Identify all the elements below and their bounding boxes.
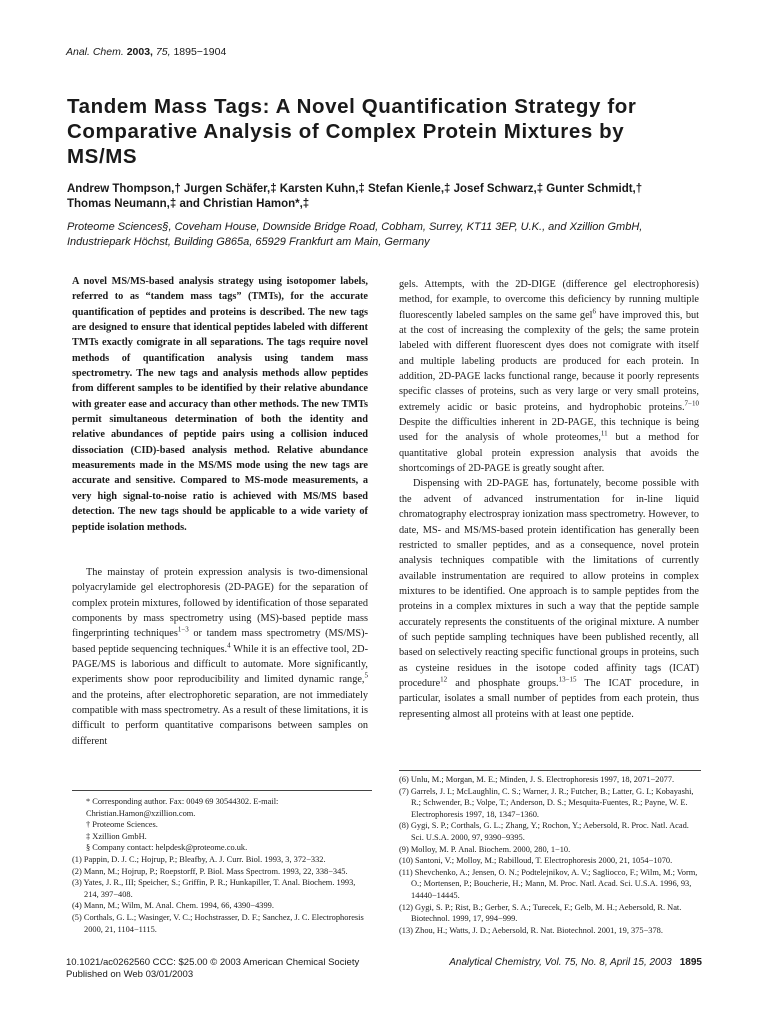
intro-paragraph-3 <box>399 476 699 722</box>
text-run: The ICAT procedure, in particular, isolates a small number of peptides from each protein, thus representing almost all proteins with at least one peptide. <box>399 677 699 720</box>
corresponding-author-note: * Corresponding author. Fax: 0049 69 30544302. E-mail: Christian.Hamon@xzillion.com. <box>86 797 279 818</box>
page-number: 1895 <box>679 957 702 968</box>
citation: 7−10 <box>684 399 699 408</box>
text-run: The mainstay of protein expression analysis is two-dimensional polyacrylamide gel electrophoresis (2D-PAGE) for the separation of complex protein mixtures, followed by identification of those separated components by mass spectrometry using (MS)-based peptide mass fingerprinting techniques <box>72 566 368 640</box>
doi-line: 10.1021/ac0262560 CCC: $25.00 © 2003 American Chemical Society <box>66 957 360 968</box>
journal-name: Anal. Chem. <box>66 46 124 58</box>
citation: 4 <box>227 641 231 650</box>
reference-item: (11) Shevchenko, A.; Jensen, O. N.; Podtelejnikov, A. V.; Sagliocco, F.; Wilm, M.; Vorm, O.; Mortensen, P.; Boucherie, H.; Mann, M. Proc. Natl. Acad. Sci. U.S.A. 1996, 93, 14440−14445. <box>399 867 698 900</box>
footer-publication-info <box>66 957 359 980</box>
citation: 13−15 <box>558 675 577 684</box>
reference-item: (4) Mann, M.; Wilm, M. Anal. Chem. 1994, 66, 4390−4399. <box>72 901 274 911</box>
reference-item: (10) Santoni, V.; Molloy, M.; Rabilloud, T. Electrophoresis 2000, 21, 1054−1070. <box>399 856 673 866</box>
right-references <box>399 770 701 936</box>
journal-volume: 75, <box>155 46 171 58</box>
text-run: and phosphate groups. <box>447 677 559 689</box>
intro-paragraph-1 <box>72 565 368 749</box>
citation: 5 <box>364 671 368 680</box>
reference-item: (12) Gygi, S. P.; Rist, B.; Gerber, S. A.; Turecek, F.; Gelb, M. H.; Aebersold, R. Nat. Biotechnol. 1999, 17, 994−999. <box>399 902 682 924</box>
text-run: have improved this, but at the cost of increasing the complexity of the gels; the same protein labeled with different fluorescent dyes does not comigrate with itself and multiple labeling products are produced for each protein. In addition, 2D-PAGE lacks functional range, because it poorly represents specific classes of proteins, such as very large or very small proteins, extremely acidic or basic proteins, and hydrophobic proteins. <box>399 309 699 413</box>
published-date: Published on Web 03/01/2003 <box>66 968 194 980</box>
reference-item: (5) Corthals, G. L.; Wasinger, V. C.; Hochstrasser, D. F.; Sanchez, J. C. Electrophoresis 2000, 21, 1104−1115. <box>72 912 364 934</box>
reference-item: (1) Pappin, D. J. C.; Hojrup, P.; Bleafby, A. J. Curr. Biol. 1993, 3, 372−332. <box>72 854 326 864</box>
reference-item: (7) Garrels, J. I.; McLaughlin, C. S.; Warner, J. R.; Futcher, B.; Latter, G. I.; Kobayashi, R.; Schwender, B.; Volpe, T.; Anderson, D. S.; Mesquita-Fuentes, R.; Payne, W. E. Electrophoresis 1997, 18, 1347−1360. <box>399 786 694 819</box>
reference-item: (9) Molloy, M. P. Anal. Biochem. 2000, 280, 1−10. <box>399 844 571 854</box>
right-column <box>399 277 699 722</box>
article-title: Tandem Mass Tags: A Novel Quantification Strategy for Comparative Analysis of Complex Protein Mixtures by MS/MS <box>67 95 637 168</box>
citation: 12 <box>440 675 448 684</box>
abstract-text: A novel MS/MS-based analysis strategy using isotopomer labels, referred to as “tandem mass tags” (TMTs), for the accurate quantification of peptides and proteins is described. The new tags are designed to ensure that identical peptides labeled with different TMTs exactly comigrate in all separations. The tags require novel methods of quantification analysis using tandem mass spectrometry. The new tags and analysis methods allow peptides from different samples to be identified by their relative abundance with greater ease and accuracy than other methods. The new TMTs permit simultaneous determination of both the identity and relative abundances of peptide pairs using a collision induced dissociation (CID)-based analysis method. Relative abundance measurements made in the MS/MS mode using the new tags are accurate and sensitive. Compared to MS-mode measurements, a very high signal-to-noise ratio is achieved with MS/MS based detection. The new tags should be applicable to a wide variety of peptide isolation methods. <box>72 276 368 533</box>
text-run: and the proteins, after electrophoretic separation, are not immediately compatible with mass spectrometry. As a result of these limitations, it is difficult to perform quantitative comparisons between samples on different <box>72 689 368 747</box>
journal-year: 2003, <box>126 46 153 58</box>
text-run: or tandem mass spectrometry (MS/MS)-based peptide sequencing techniques. <box>72 628 368 655</box>
text-run: but a method for quantitative global protein expression analysis that avoids the shortcomings of 2D-PAGE is greatly sought after. <box>399 432 699 475</box>
reference-item: (8) Gygi, S. P.; Corthals, G. L.; Zhang, Y.; Rochon, Y.; Aebersold, R. Proc. Natl. Acad. Sci. U.S.A. 2000, 97, 9390−9395. <box>399 821 689 842</box>
left-column <box>72 274 368 749</box>
citation: 1−3 <box>177 625 189 634</box>
text-run: gels. Attempts, with the 2D-DIGE (difference gel electrophoresis) method, for example, to overcome this deficiency by running multiple fluorescently labeled samples on the same gel <box>399 279 699 321</box>
left-footnotes <box>72 790 372 935</box>
affiliation-note-ddagger: ‡ Xzillion GmbH. <box>86 831 147 841</box>
text-run: Dispensing with 2D-PAGE has, fortunately, become possible with the advent of advanced instrumentation for in-line liquid chromatography electrospray ionization mass spectrometry. However, to date, MS- and MS/MS-based protein identification has generally been restricted to smaller peptides, and as a consequence, novel protein analysis techniques compatible with the limitations of currently available instrumentation are required to allow proteins in complex mixtures to be identified. One approach is to sample peptides from the proteins in a complex mixtures in such a way that the peptide sample accurately represents the constituents of the original mixture. A number of such peptide sampling techniques have been published recently, all based on selectively reacting specific functional groups in proteins, such as cysteine residues in the isotope coded affinity tags (ICAT) procedure <box>399 478 699 689</box>
citation: 6 <box>592 307 596 316</box>
reference-item: (6) Unlu, M.; Morgan, M. E.; Minden, J. S. Electrophoresis 1997, 18, 2071−2077. <box>399 775 675 784</box>
journal-reference <box>66 46 226 58</box>
text-run: While it is an effective tool, 2D-PAGE/MS is laborious and difficult to automate. More significantly, experiments show poor reproducibility and limited dynamic range, <box>72 643 369 686</box>
journal-issue: Analytical Chemistry, Vol. 75, No. 8, April 15, 2003 <box>449 957 672 968</box>
footer-journal-issue <box>449 957 702 968</box>
reference-item: (13) Zhou, H.; Watts, J. D.; Aebersold, R. Nat. Biotechnol. 2001, 19, 375−378. <box>399 925 663 935</box>
citation: 11 <box>600 430 608 439</box>
reference-item: (3) Yates, J. R., III; Speicher, S.; Griffin, P. R.; Hunkapiller, T. Anal. Biochem. 1993, 214, 397−408. <box>72 878 356 899</box>
journal-pages: 1895−1904 <box>173 46 227 58</box>
reference-item: (2) Mann, M.; Hojrup, P.; Roepstorff, P. Biol. Mass Spectrom. 1993, 22, 338−345. <box>72 866 348 876</box>
intro-paragraph-2 <box>399 277 699 476</box>
author-list: Andrew Thompson,† Jurgen Schäfer,‡ Karsten Kuhn,‡ Stefan Kienle,‡ Josef Schwarz,‡ Gunter Schmidt,† Thomas Neumann,‡ and Christian Hamon*,‡ <box>67 183 643 210</box>
affiliations: Proteome Sciences§, Coveham House, Downside Bridge Road, Cobham, Surrey, KT11 3EP, U.K., and Xzillion GmbH, Industriepark Höchst, Building G865a, 65929 Frankfurt am Main, Germany <box>67 221 643 248</box>
text-run: Despite the difficulties inherent in 2D-PAGE, this technique is being used for the analysis of whole proteomes, <box>399 417 699 444</box>
company-contact-note: § Company contact: helpdesk@proteome.co.uk. <box>86 843 248 853</box>
abstract <box>72 274 368 535</box>
affiliation-note-dagger: † Proteome Sciences. <box>86 820 158 830</box>
